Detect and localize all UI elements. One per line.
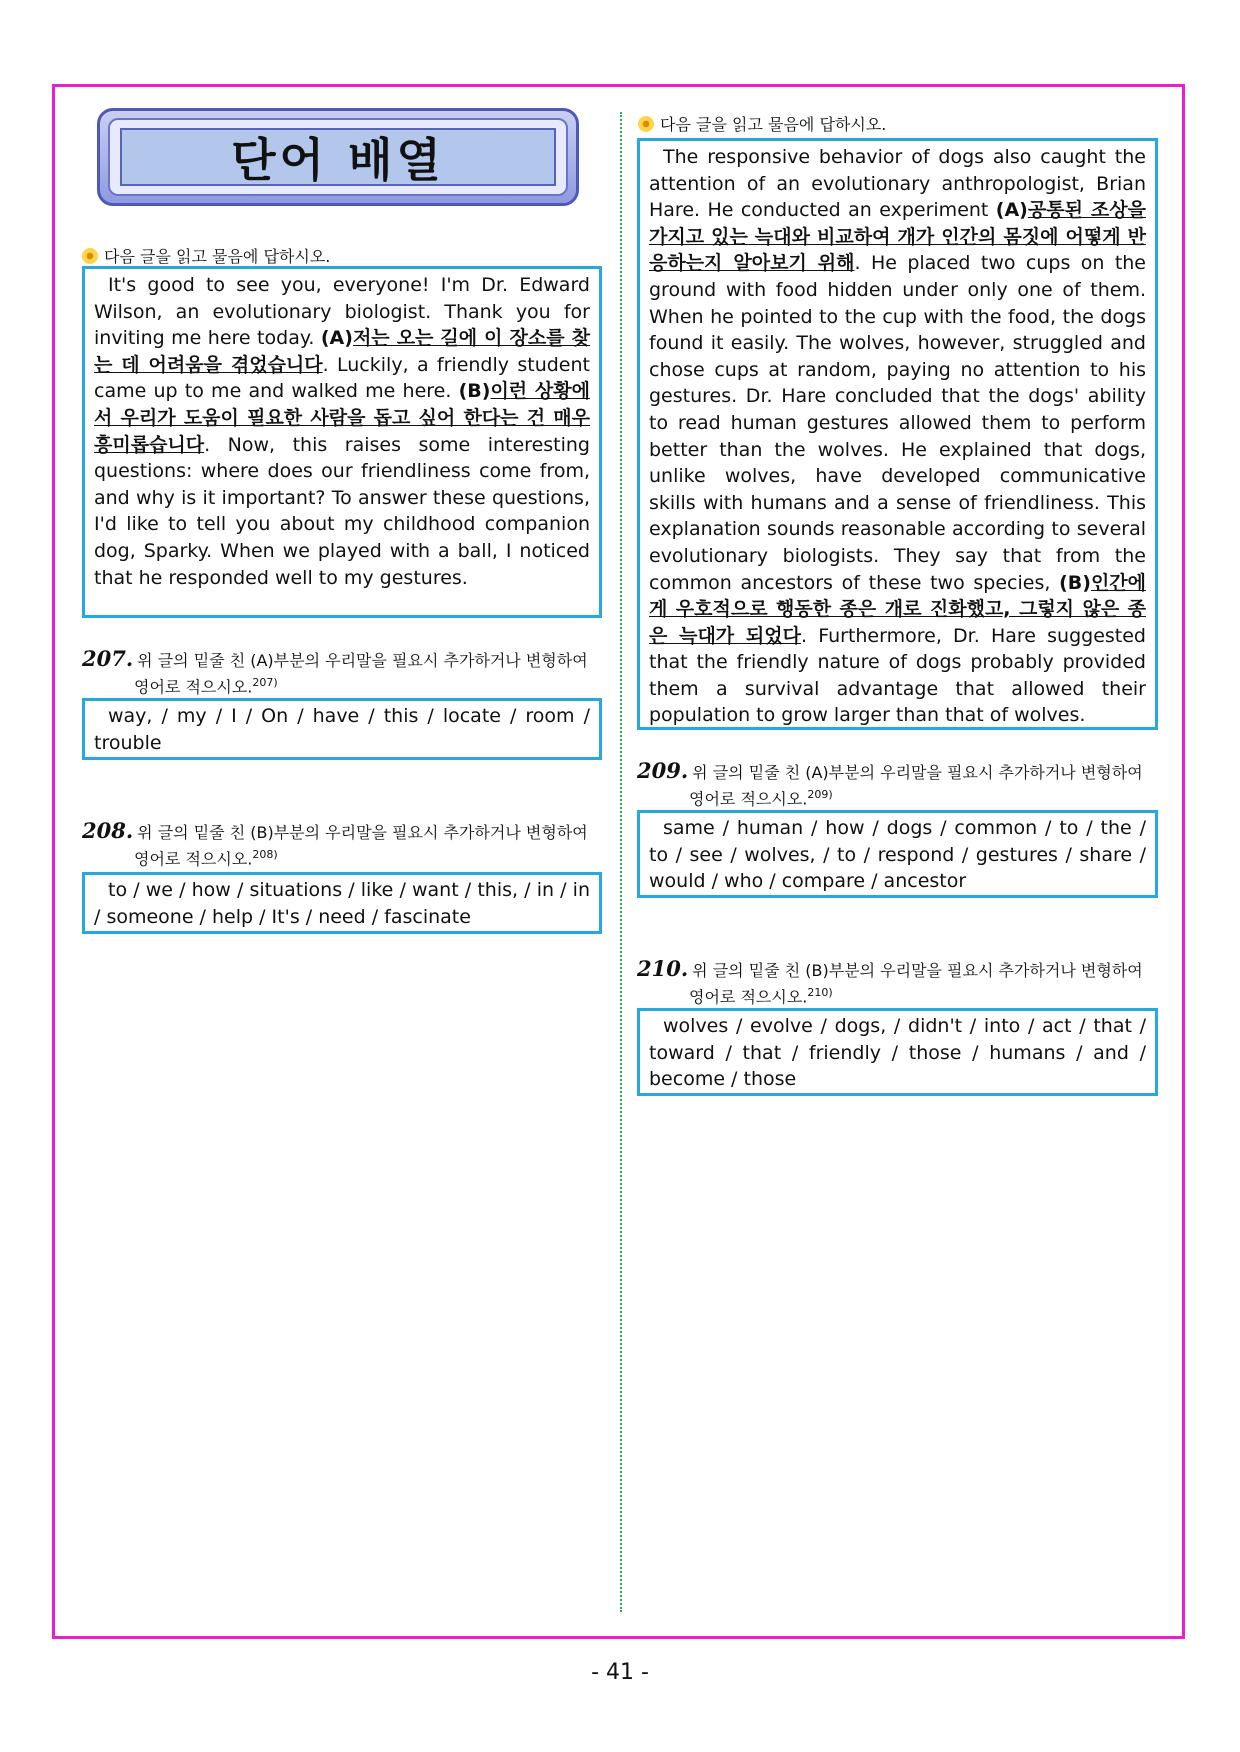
- passage-box-2: [637, 138, 1158, 730]
- title-banner: [97, 108, 579, 206]
- question-text-2: 영어로 적으시오.: [134, 849, 253, 869]
- word-list: wolves / evolve / dogs, / didn't / into / act / that / toward / that / friendly / those / humans / and / become / those: [649, 1015, 1146, 1091]
- column-divider: [620, 112, 622, 1612]
- question-number: 210.: [637, 956, 689, 981]
- passage2-korean-b: 인간에게 우호적으로 행동한 종은 개로 진화했고, 그렇지 않은 종은 늑대가 되었다: [649, 571, 1146, 647]
- passage2-text-3: . Furthermore, Dr. Hare suggested that the friendly nature of dogs probably provided them a survival advantage that allowed their population to grow larger than that of wolves.: [649, 624, 1146, 727]
- instruction-right: [638, 112, 886, 135]
- instruction-left: [82, 244, 330, 267]
- question-text: 위 글의 밑줄 친 (A)부분의 우리말을 필요시 추가하거나 변형하여: [137, 651, 588, 670]
- passage1-text-1: It's good to see you, everyone! I'm Dr. Edward Wilson, an evolutionary biologist. Thank you for inviting me here today.: [94, 274, 590, 350]
- word-box-209: [637, 810, 1158, 898]
- word-box-210: [637, 1008, 1158, 1096]
- question-text-2: 영어로 적으시오.: [134, 677, 253, 697]
- question-209: [637, 760, 1158, 810]
- passage2-tag-b: (B): [1059, 571, 1091, 594]
- page-number: - 41 -: [591, 1660, 649, 1685]
- question-text: 위 글의 밑줄 친 (A)부분의 우리말을 필요시 추가하거나 변형하여: [692, 763, 1143, 782]
- word-box-207: [82, 698, 602, 760]
- question-number: 208.: [82, 818, 134, 843]
- question-number: 209.: [637, 758, 689, 783]
- page-title: 단어 배열: [231, 133, 445, 187]
- question-text: 위 글의 밑줄 친 (B)부분의 우리말을 필요시 추가하거나 변형하여: [137, 823, 588, 842]
- instruction-text: 다음 글을 읽고 물음에 답하시오.: [104, 247, 331, 266]
- word-box-208: [82, 872, 602, 934]
- flower-icon: [82, 248, 98, 264]
- passage2-text-2: . He placed two cups on the ground with food hidden under only one of them. When he pointed to the cup with the food, the dogs found it easily. The wolves, however, struggled and chose cups at random, paying no attention to his gestures. Dr. Hare concluded that the dogs' ability to read human gestures allowed them to perform better than the wolves. He explained that dogs, unlike wolves, have developed communicative skills with humans and a sense of friendliness. This explanation sounds reasonable according to several evolutionary biologists. They say that from the common ancestors of these two species,: [649, 252, 1146, 594]
- instruction-text: 다음 글을 읽고 물음에 답하시오.: [660, 115, 887, 134]
- question-number: 207.: [82, 646, 134, 671]
- flower-icon: [638, 116, 654, 132]
- question-text-2: 영어로 적으시오.: [689, 789, 808, 809]
- word-list: way, / my / I / On / have / this / locate / room / trouble: [94, 705, 590, 754]
- question-ref: 210): [807, 986, 833, 999]
- question-text: 위 글의 밑줄 친 (B)부분의 우리말을 필요시 추가하거나 변형하여: [692, 961, 1143, 980]
- passage2-text-1: The responsive behavior of dogs also caught the attention of an evolutionary anthropologist, Brian Hare. He conducted an experiment: [649, 146, 1146, 222]
- passage2-korean-a: 공통된 조상을 가지고 있는 늑대와 비교하여 개가 인간의 몸짓에 어떻게 반응하는지 알아보기 위해: [649, 199, 1146, 275]
- passage1-tag-b: (B): [458, 380, 491, 403]
- question-207: [82, 648, 602, 698]
- question-ref: 207): [252, 676, 278, 689]
- passage-box-1: [82, 266, 602, 618]
- question-ref: 209): [807, 788, 833, 801]
- passage1-korean-b: 이런 상황에서 우리가 도움이 필요한 사람을 돕고 싶어 한다는 건 매우 흥미롭습니다: [94, 380, 590, 456]
- question-210: [637, 958, 1158, 1008]
- word-list: same / human / how / dogs / common / to / the / to / see / wolves, / to / respond / gestures / share / would / who / compare / ancestor: [649, 817, 1146, 893]
- passage2-tag-a: (A): [995, 199, 1028, 222]
- passage1-korean-a: 저는 오는 길에 이 장소를 찾는 데 어려움을 겪었습니다: [94, 327, 591, 376]
- question-text-2: 영어로 적으시오.: [689, 987, 808, 1007]
- question-ref: 208): [252, 848, 278, 861]
- passage1-tag-a: (A): [320, 327, 353, 350]
- word-list: to / we / how / situations / like / want / this, / in / in / someone / help / It's / need / fascinate: [94, 879, 590, 928]
- passage1-text-3: . Now, this raises some interesting questions: where does our friendliness come from, and why is it important? To answer these questions, I'd like to tell you about my childhood companion dog, Sparky. When we played with a ball, I noticed that he responded well to my gestures.: [94, 433, 590, 589]
- question-208: [82, 820, 602, 870]
- passage1-text-2: . Luckily, a friendly student came up to me and walked me here.: [94, 353, 590, 403]
